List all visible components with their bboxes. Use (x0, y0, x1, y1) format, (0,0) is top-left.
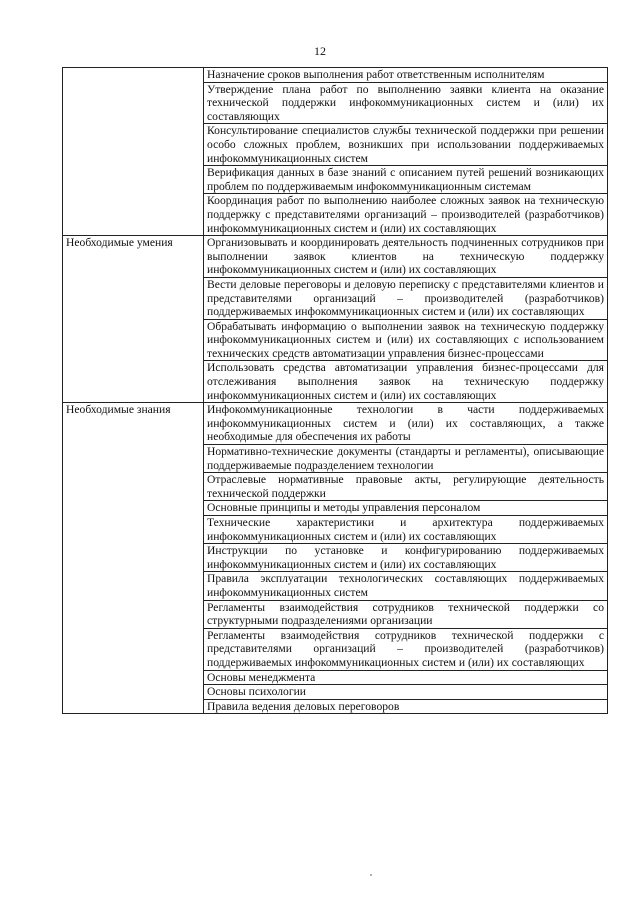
row-text-cell: Основы психологии (204, 685, 608, 700)
row-text-cell: Организовывать и координировать деятельность подчиненных сотрудников при выполнении заявок клиентов на техническую поддержку инфокоммуникационных систем и (или) их составляющих (204, 236, 608, 278)
row-text-cell: Основные принципы и методы управления персоналом (204, 501, 608, 516)
row-text-cell: Утверждение плана работ по выполнению заявки клиента на оказание технической поддержки инфокоммуникационных систем и (или) их составляющих (204, 82, 608, 124)
row-text-cell: Координация работ по выполнению наиболее сложных заявок на техническую поддержку с представителями организаций – производителей (разработчиков) инфокоммуникационных систем и (или) их составляющих (204, 194, 608, 236)
row-text-cell: Вести деловые переговоры и деловую переписку с представителями клиентов и представителями организаций – производителей (разработчиков) поддерживаемых инфокоммуникационных систем и (или) их составляющих (204, 277, 608, 319)
requirements-table (62, 67, 608, 714)
row-text-cell: Правила ведения деловых переговоров (204, 699, 608, 714)
row-text-cell: Обрабатывать информацию о выполнении заявок на техническую поддержку инфокоммуникационных систем и (или) их составляющих с использованием технических средств автоматизации управления бизнес-процессами (204, 319, 608, 361)
row-text-cell: Инфокоммуникационные технологии в части поддерживаемых инфокоммуникационных систем и (или) их составляющих, а также необходимые для обеспечения их работы (204, 403, 608, 445)
scan-speck (370, 874, 372, 876)
row-text-cell: Консультирование специалистов службы технической поддержки при решении особо сложных проблем, возникших при использовании поддерживаемых инфокоммуникационных систем (204, 124, 608, 166)
row-text-cell: Регламенты взаимодействия сотрудников технической поддержки со структурными подразделениями организации (204, 600, 608, 628)
row-text-cell: Основы менеджмента (204, 670, 608, 685)
row-text-cell: Использовать средства автоматизации управления бизнес-процессами для отслеживания выполнения заявок на техническую поддержку инфокоммуникационных систем и (или) их составляющих (204, 361, 608, 403)
row-text-cell: Назначение сроков выполнения работ ответственным исполнителям (204, 68, 608, 83)
page-number: 12 (314, 44, 326, 58)
row-text-cell: Инструкции по установке и конфигурированию поддерживаемых инфокоммуникационных систем и (или) их составляющих (204, 544, 608, 572)
table-row (63, 236, 608, 278)
row-label-cell (63, 68, 204, 236)
table-row (63, 403, 608, 445)
section-label-skills: Необходимые умения (63, 236, 204, 403)
row-text-cell: Нормативно-технические документы (стандарты и регламенты), описывающие поддерживаемые подразделением технологии (204, 445, 608, 473)
row-text-cell: Технические характеристики и архитектура поддерживаемых инфокоммуникационных систем и (или) их составляющих (204, 516, 608, 544)
row-text-cell: Верификация данных в базе знаний с описанием путей решений возникающих проблем по поддерживаемым инфокоммуникационным системам (204, 166, 608, 194)
section-label-knowledge: Необходимые знания (63, 403, 204, 714)
row-text-cell: Правила эксплуатации технологических составляющих поддерживаемых инфокоммуникационных систем (204, 572, 608, 600)
row-text-cell: Регламенты взаимодействия сотрудников технической поддержки с представителями организаций – производителей (разработчиков) поддерживаемых инфокоммуникационных систем и (или) их составляющих (204, 628, 608, 670)
table-row (63, 68, 608, 83)
row-text-cell: Отраслевые нормативные правовые акты, регулирующие деятельность технической поддержки (204, 473, 608, 501)
